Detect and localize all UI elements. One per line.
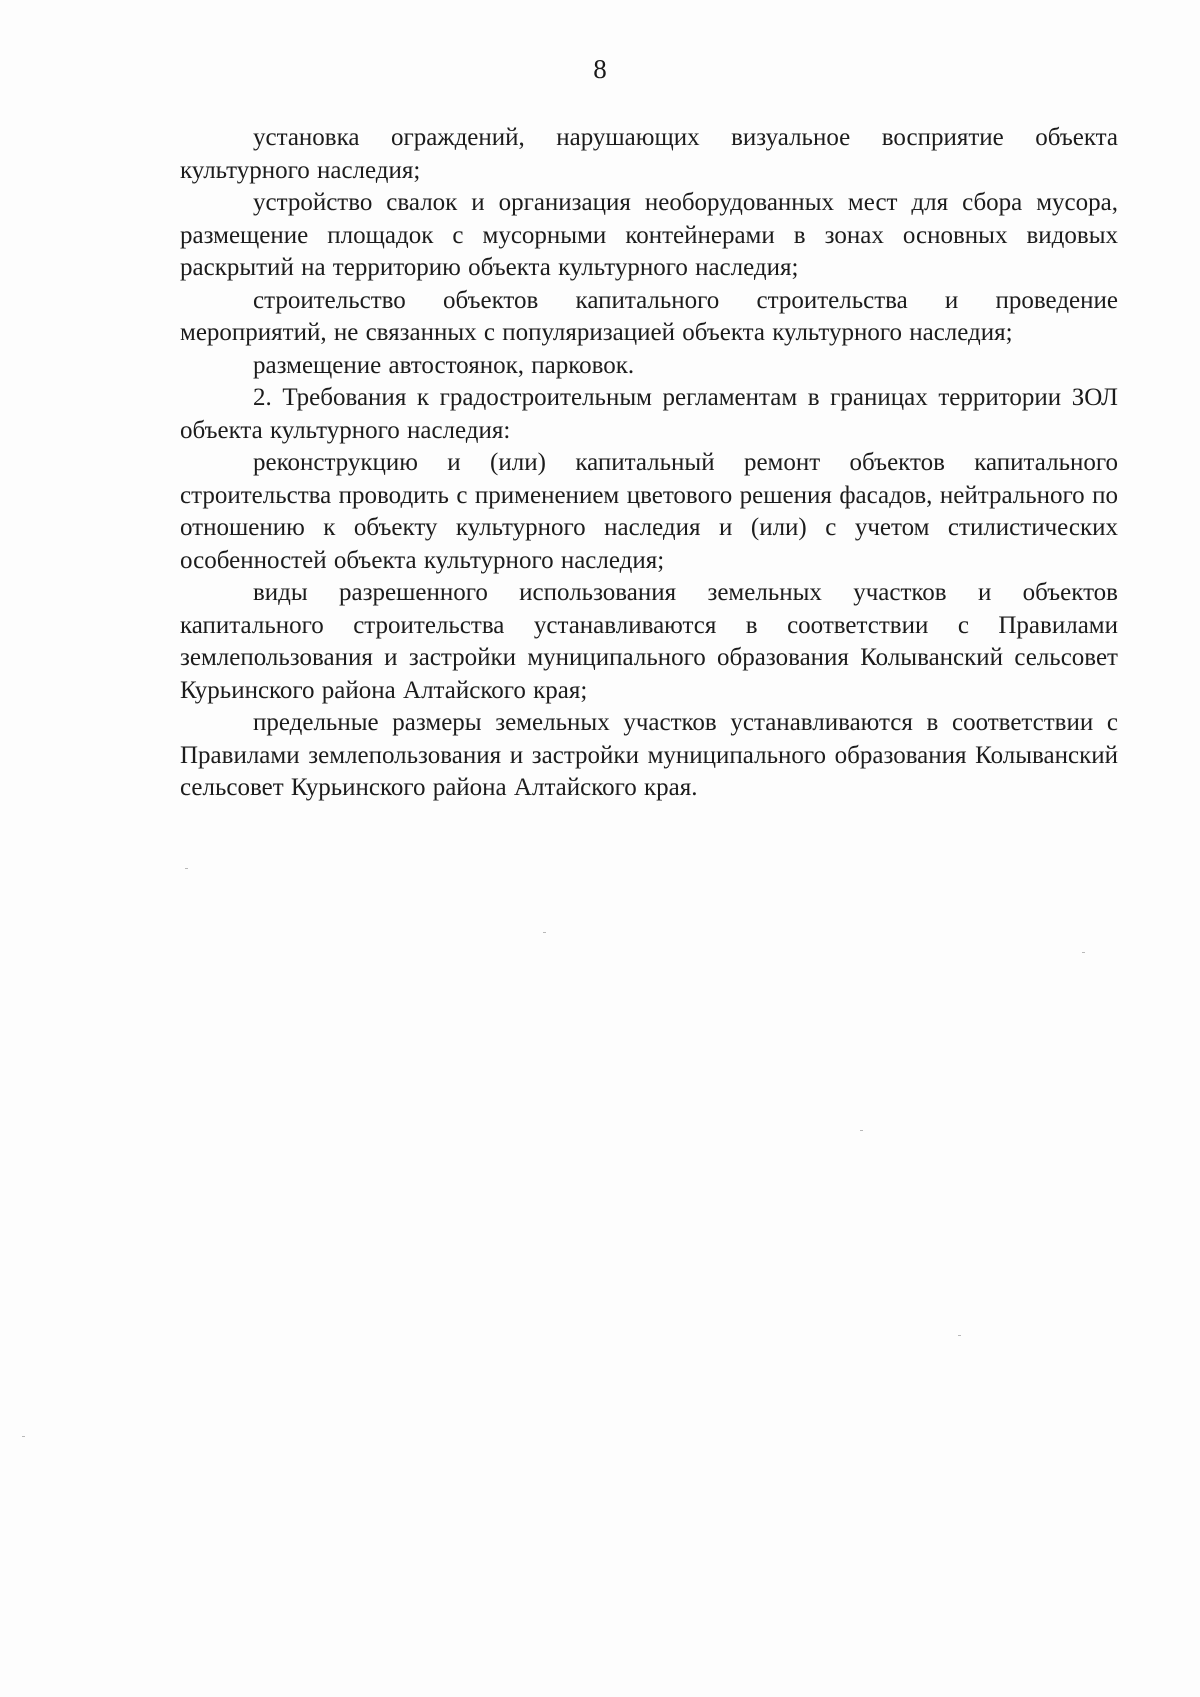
paragraph-requirements-heading: 2. Требования к градостроительным регламентам в границах территории ЗОЛ объекта культурного наследия: xyxy=(180,384,1118,444)
paragraph-dumps: устройство свалок и организация необорудованных мест для сбора мусора, размещение площадок с мусорными контейнерами в зонах основных видовых раскрытий на территорию объекта культурного наследия; xyxy=(180,189,1118,281)
document-body xyxy=(180,122,1118,805)
paragraph-parking: размещение автостоянок, парковок. xyxy=(253,351,635,379)
paragraph-plot-sizes: предельные размеры земельных участков устанавливаются в соответствии с Правилами землепользования и застройки муниципального образования Колыванский сельсовет Курьинского района Алтайского края. xyxy=(180,709,1118,801)
scan-speck xyxy=(543,932,546,933)
scan-speck xyxy=(1082,952,1085,953)
paragraph-construction: строительство объектов капитального строительства и проведение мероприятий, не связанных с популяризацией объекта культурного наследия; xyxy=(180,286,1118,346)
scan-speck xyxy=(860,1130,863,1131)
scan-speck xyxy=(22,1436,25,1437)
scan-speck xyxy=(958,1335,961,1336)
paragraph-fences: установка ограждений, нарушающих визуальное восприятие объекта культурного наследия; xyxy=(180,124,1118,184)
paragraph-reconstruction: реконструкцию и (или) капитальный ремонт объектов капитального строительства проводить с применением цветового решения фасадов, нейтрального по отношению к объекту культурного наследия и (или) с учетом стилистических особенностей объекта культурного наследия; xyxy=(180,449,1118,574)
page-number: 8 xyxy=(593,54,607,84)
paragraph-land-use: виды разрешенного использования земельных участков и объектов капитального строительства устанавливаются в соответствии с Правилами землепользования и застройки муниципального образования Колыванский сельсовет Курьинского района Алтайского края; xyxy=(180,579,1118,704)
scan-speck xyxy=(185,868,188,869)
